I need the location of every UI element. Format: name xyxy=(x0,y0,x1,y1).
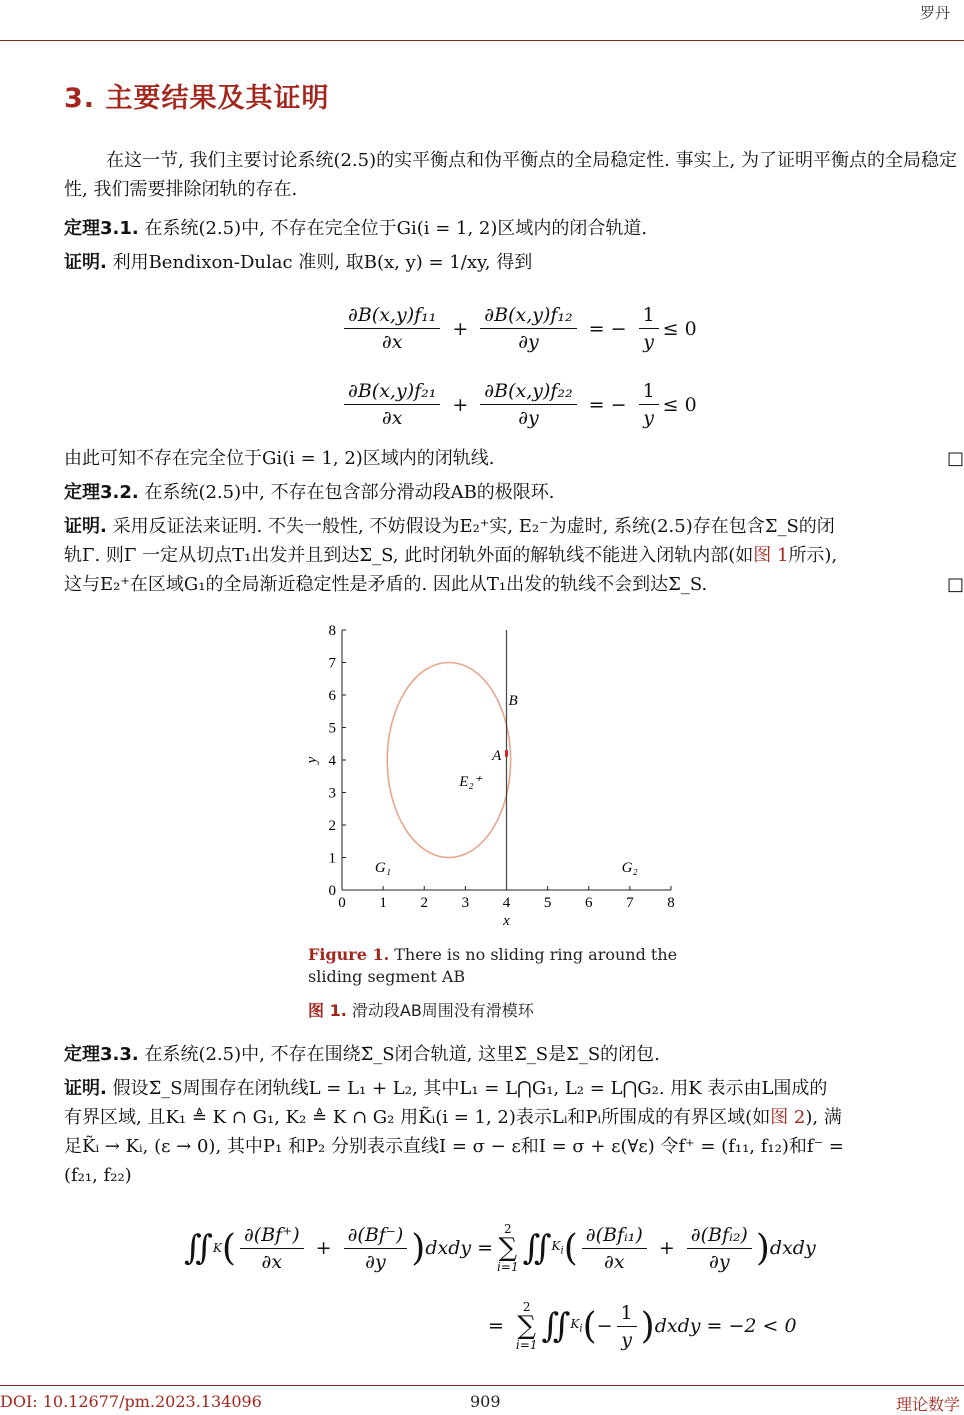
qed-symbol: □ xyxy=(946,448,964,469)
x-tick-label: 0 xyxy=(338,895,346,911)
proof-line-4: (f₂₁, f₂₂) xyxy=(64,1165,132,1186)
eq1-den2: ∂y xyxy=(518,331,539,353)
caption-text: 滑动段AB周围没有滑模环 xyxy=(346,1001,534,1020)
eq4-frac-num: 1 xyxy=(617,1302,637,1327)
proof-line-2: 有界区域, 且K₁ ≜ K ∩ G₁, K₂ ≜ K ∩ G₂ 用K̃ᵢ(i = 1, 2)表示Lᵢ和Pᵢ所围成的有界区域(如图 2), 满 xyxy=(64,1107,842,1128)
proof-line-2: 轨Γ. 则Γ 一定从切点T₁出发并且到达Σ_S, 此时闭轨外面的解轨线不能进入闭轨内部(如图 1所示), xyxy=(64,545,838,566)
eq3-sum-bot: i=1 xyxy=(497,1260,519,1274)
proof-label: 证明. xyxy=(64,516,107,537)
annotation-label: G₂ xyxy=(621,860,638,877)
x-tick-label: 2 xyxy=(420,895,428,911)
annotation-label: E₂⁺ xyxy=(459,774,482,790)
footer-doi-link[interactable]: DOI: 10.12677/pm.2023.134096 xyxy=(0,1392,262,1411)
eq3-lhs-a-den: ∂x xyxy=(261,1250,283,1273)
x-tick-label: 7 xyxy=(626,895,634,911)
proof-text: 利用Bendixon-Dulac 准则, 取B(x, y) = 1/xy, 得到 xyxy=(106,252,533,273)
proof-3-1-conclusion xyxy=(64,444,964,473)
eq2-rhs-den: y xyxy=(643,407,654,429)
theorem-3-1 xyxy=(64,214,964,243)
eq4-frac-den: y xyxy=(621,1328,632,1351)
footer-journal-name[interactable]: 理论数学 xyxy=(895,1395,960,1414)
proof-3-3 xyxy=(64,1074,964,1190)
eq3-mid: dxdy = xyxy=(425,1237,494,1259)
eq1-rhs-den: y xyxy=(643,331,654,353)
eq1-tail: ≤ 0 xyxy=(662,317,697,340)
theorem-3-3 xyxy=(64,1040,964,1069)
y-tick-label: 8 xyxy=(328,623,336,639)
eq2-num1: ∂B(x,y)f₂₁ xyxy=(344,380,440,405)
eq2-rhs-num: 1 xyxy=(639,380,659,405)
proof-3-2 xyxy=(64,512,964,599)
caption-label: 图 1. xyxy=(308,1001,347,1020)
conclusion-text: 由此可知不存在完全位于Gi(i = 1, 2)区域内的闭轨线. xyxy=(64,448,495,469)
eq1-den1: ∂x xyxy=(381,331,403,353)
eq2-tail: ≤ 0 xyxy=(662,393,697,416)
y-tick-label: 1 xyxy=(328,850,336,867)
eq1-num2: ∂B(x,y)f₁₂ xyxy=(480,304,576,329)
y-tick-label: 7 xyxy=(328,655,336,672)
y-tick-label: 0 xyxy=(328,883,336,899)
equation-2: $\frac{\text{∂B(x,y)f₂₁}}{\partial x}$ + $\frac{\text{∂B(x,y)f₂₂}}{\partial y}$ = − $\frac{1}{y}$ ≤ 0 xyxy=(340,380,697,429)
eq3-rhs-b-num: ∂(Bfᵢ₂) xyxy=(687,1224,752,1249)
section-title: 3. 主要结果及其证明 xyxy=(64,83,330,114)
x-tick-label: 4 xyxy=(502,895,511,911)
annotation-label: G₁ xyxy=(374,860,391,877)
footer-page-number: 909 xyxy=(470,1392,501,1411)
eq3-rhs-b-den: ∂y xyxy=(709,1250,730,1273)
caption-label: Figure 1. xyxy=(308,945,390,964)
theorem-label: 定理3.3. xyxy=(64,1044,139,1065)
eq3-sum-top: 2 xyxy=(503,1222,512,1236)
eq2-den2: ∂y xyxy=(518,407,539,429)
theorem-label: 定理3.2. xyxy=(64,482,139,503)
eq3-tail: dxdy xyxy=(769,1237,816,1259)
eq3-lhs-b-num: ∂(Bf⁻) xyxy=(344,1224,408,1249)
proof-label: 证明. xyxy=(64,1078,107,1099)
y-tick-label: 5 xyxy=(328,720,336,737)
x-tick-label: 8 xyxy=(667,895,675,911)
equation-4: = 2 ∑ i=1 ∬ $K_i$ ( − $\frac{1}{y}$ ) dxdy = −2 < 0 xyxy=(488,1300,797,1352)
qed-symbol: □ xyxy=(946,574,964,595)
x-axis-label: x xyxy=(503,913,510,929)
proof-line-3: 这与E₂⁺在区域G₁的全局渐近稳定性是矛盾的. 因此从T₁出发的轨线不会到达Σ_S. □ xyxy=(64,570,964,599)
x-tick-label: 5 xyxy=(543,895,552,911)
eq3-rhs-a-den: ∂x xyxy=(604,1250,625,1273)
eq3-rhs-a-num: ∂(Bfᵢ₁) xyxy=(582,1224,647,1249)
eq4-tail: dxdy = −2 < 0 xyxy=(654,1315,797,1337)
figure-1-link[interactable]: 图 1 xyxy=(753,545,789,566)
y-tick-label: 2 xyxy=(328,818,336,834)
theorem-text: 在系统(2.5)中, 不存在完全位于Gi(i = 1, 2)区域内的闭合轨道. xyxy=(138,218,648,239)
eq2-den1: ∂x xyxy=(381,407,403,429)
x-tick-label: 6 xyxy=(585,895,593,911)
footer-divider xyxy=(0,1385,964,1386)
eq1-rhs-num: 1 xyxy=(639,304,659,329)
theorem-3-2 xyxy=(64,478,964,507)
intro-paragraph: 在这一节, 我们主要讨论系统(2.5)的实平衡点和伪平衡点的全局稳定性. 事实上, 为了证明平衡点的全局稳定性, 我们需要排除闭轨的存在. xyxy=(64,150,957,200)
eq1-num1: ∂B(x,y)f₁₁ xyxy=(344,304,440,329)
equation-3: ∬ K ( $\frac{\partial(Bf^+)}{\partial x}$ + $\frac{\partial(Bf^-)}{\partial y}$ ) dxdy = 2 ∑ i=1 ∬ $K_i$ ( $\frac{\text{∂(Bfᵢ₁)}}{\partial x}$ + $\frac{\text{∂(Bfᵢ₂)}}{\partial y}$ ) dxdy xyxy=(184,1222,816,1274)
equation-1: $\frac{\text{∂B(x,y)f₁₁}}{\partial x}$ + $\frac{\text{∂B(x,y)f₁₂}}{\partial y}$ = − $\frac{1}{y}$ ≤ 0 xyxy=(340,304,697,353)
proof-line-3: 足K̃ᵢ → Kᵢ, (ε → 0), 其中P₁ 和P₂ 分别表示直线I = σ − ε和I = σ + ε(∀ε) 令f⁺ = (f₁₁, f₁₂)和f⁻ = xyxy=(64,1136,844,1157)
y-tick-label: 6 xyxy=(328,688,336,704)
figure-2-link[interactable]: 图 2 xyxy=(770,1107,806,1128)
x-tick-label: 1 xyxy=(379,895,387,911)
y-tick-label: 3 xyxy=(328,785,336,802)
annotation-label: A xyxy=(492,748,502,764)
proof-3-1 xyxy=(64,248,964,277)
running-header-author: 罗丹 xyxy=(919,4,950,22)
annotation-label: B xyxy=(508,692,518,709)
figure-1-plot xyxy=(300,618,690,938)
header-divider xyxy=(0,40,964,41)
proof-label: 证明. xyxy=(64,252,107,273)
theorem-text: 在系统(2.5)中, 不存在围绕Σ̄_S闭合轨道, 这里Σ̄_S是Σ_S的闭包. xyxy=(138,1044,660,1065)
eq3-lhs-b-den: ∂y xyxy=(365,1250,386,1273)
y-tick-label: 4 xyxy=(328,753,336,769)
y-axis-label: y xyxy=(304,756,320,764)
theorem-label: 定理3.1. xyxy=(64,218,139,239)
theorem-text: 在系统(2.5)中, 不存在包含部分滑动段AB的极限环. xyxy=(138,482,555,503)
proof-line-1: 证明. 采用反证法来证明. 不失一般性, 不妨假设为E₂⁺实, E₂⁻为虚时, 系统(2.5)存在包含Σ_S的闭 xyxy=(64,516,835,537)
figure-1-caption-cn xyxy=(308,998,534,1021)
proof-line-1: 证明. 假设Σ̄_S周围存在闭轨线L = L₁ + L₂, 其中L₁ = L⋂G₁, L₂ = L⋂G₂. 用K 表示由L围成的 xyxy=(64,1078,828,1099)
figure-1-caption-en xyxy=(308,944,708,988)
eq2-num2: ∂B(x,y)f₂₂ xyxy=(480,380,576,405)
x-tick-label: 3 xyxy=(461,895,470,911)
eq3-lhs-a-num: ∂(Bf⁺) xyxy=(240,1224,304,1249)
caption-text: There is no sliding ring around the sliding segment AB xyxy=(308,945,678,986)
